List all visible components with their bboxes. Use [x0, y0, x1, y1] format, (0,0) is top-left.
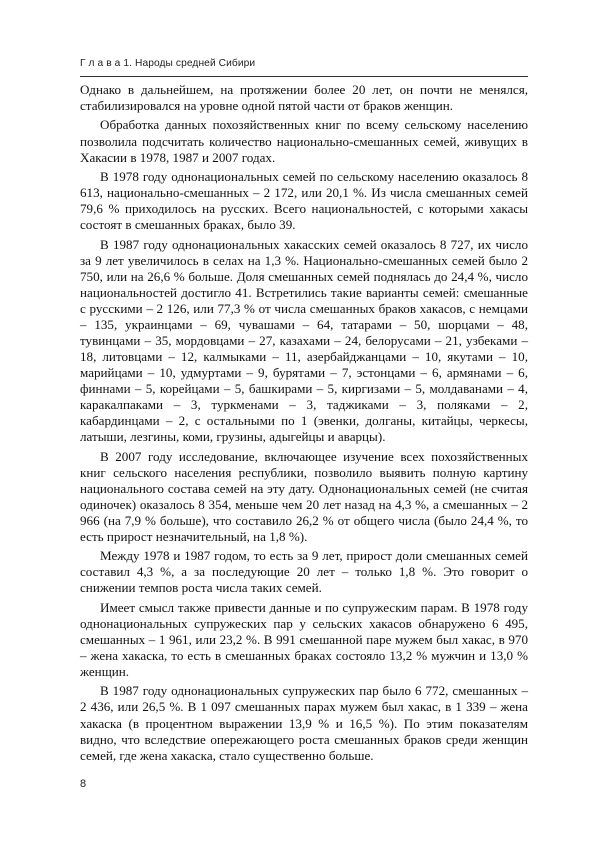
paragraph: В 2007 году исследование, включающее изучение всех похозяйственных книг сельского населения республики, позволило выявить полную картину национального состава семей на эту дату. Однонациональных семей (не считая одиночек) оказалось 8 354, меньше чем 20 лет назад на 4,3 %, а смешанных – 2 966 (на 7,9 % больше), что составило 26,2 % от общего числа (было 24,4 %, то есть прирост незначительный, на 1,8 %). — [80, 448, 528, 544]
body-text — [80, 82, 528, 764]
paragraph: Однако в дальнейшем, на протяжении более 20 лет, он почти не менялся, стабилизировался на уровне одной пятой части от браков женщин. — [80, 82, 528, 114]
paragraph: Между 1978 и 1987 годом, то есть за 9 лет, прирост доли смешанных семей составил 4,3 %, а за последующие 20 лет – только 1,8 %. Это говорит о снижении темпов роста числа таких семей. — [80, 548, 528, 596]
running-header: Г л а в а 1. Народы средней Сибири — [80, 58, 256, 69]
paragraph: В 1987 году однонациональных супружеских пар было 6 772, смешанных – 2 436, или 26,5 %. В 1 097 смешанных парах мужем был хакас, в 1 339 – жена хакаска (в процентном выражении 13,9 % и 16,5 %). По этим показателям видно, что вследствие опережающего роста смешанных браков среди женщин семей, где жена хакаска, стало существенно больше. — [80, 683, 528, 763]
header-rule — [80, 76, 528, 77]
paragraph: В 1978 году однонациональных семей по сельскому населению оказалось 8 613, национально-смешанных – 2 172, или 20,1 %. Из числа смешанных семей 79,6 % приходилось на русских. Всего национальностей, с которыми хакасы состоят в смешанных браках, было 39. — [80, 169, 528, 233]
paragraph: Имеет смысл также привести данные и по супружеским парам. В 1978 году однонациональных супружеских пар у сельских хакасов обнаружено 6 495, смешанных – 1 961, или 23,2 %. В 991 смешанной паре мужем был хакас, в 970 – жена хакаска, то есть в смешанных браках состояло 13,2 % мужчин и 13,0 % женщин. — [80, 599, 528, 679]
page-number: 8 — [80, 778, 87, 790]
paragraph: Обработка данных похозяйственных книг по всему сельскому населению позволила подсчитать количество национально-смешанных семей, живущих в Хакасии в 1978, 1987 и 2007 годах. — [80, 117, 528, 165]
paragraph: В 1987 году однонациональных хакасских семей оказалось 8 727, их число за 9 лет увеличилось в селах на 1,3 %. Национально-смешанных семей было 2 750, или на 26,6 % больше. Доля смешанных семей поднялась до 24,4 %, число национальностей достигло 41. Встретились такие варианты семей: смешанные с русскими – 2 126, или 77,3 % от числа смешанных браков хакасов, с немцами – 135, украинцами – 69, чувашами – 64, татарами – 50, шорцами – 48, тувинцами – 35, мордовцами – 27, казахами – 24, белорусами – 21, узбеками – 18, литовцами – 12, калмыками – 11, азербайджанцами – 10, якутами – 10, марийцами – 10, удмуртами – 9, бурятами – 7, эстонцами – 6, армянами – 6, финнами – 5, корейцами – 5, башкирами – 5, киргизами – 5, молдаванами – 4, каракалпаками – 3, туркменами – 3, таджиками – 3, поляками – 2, кабардинцами – 2, с остальными по 1 (эвенки, долганы, китайцы, черкесы, латыши, лезгины, коми, грузины, адыгейцы и аварцы). — [80, 236, 528, 445]
